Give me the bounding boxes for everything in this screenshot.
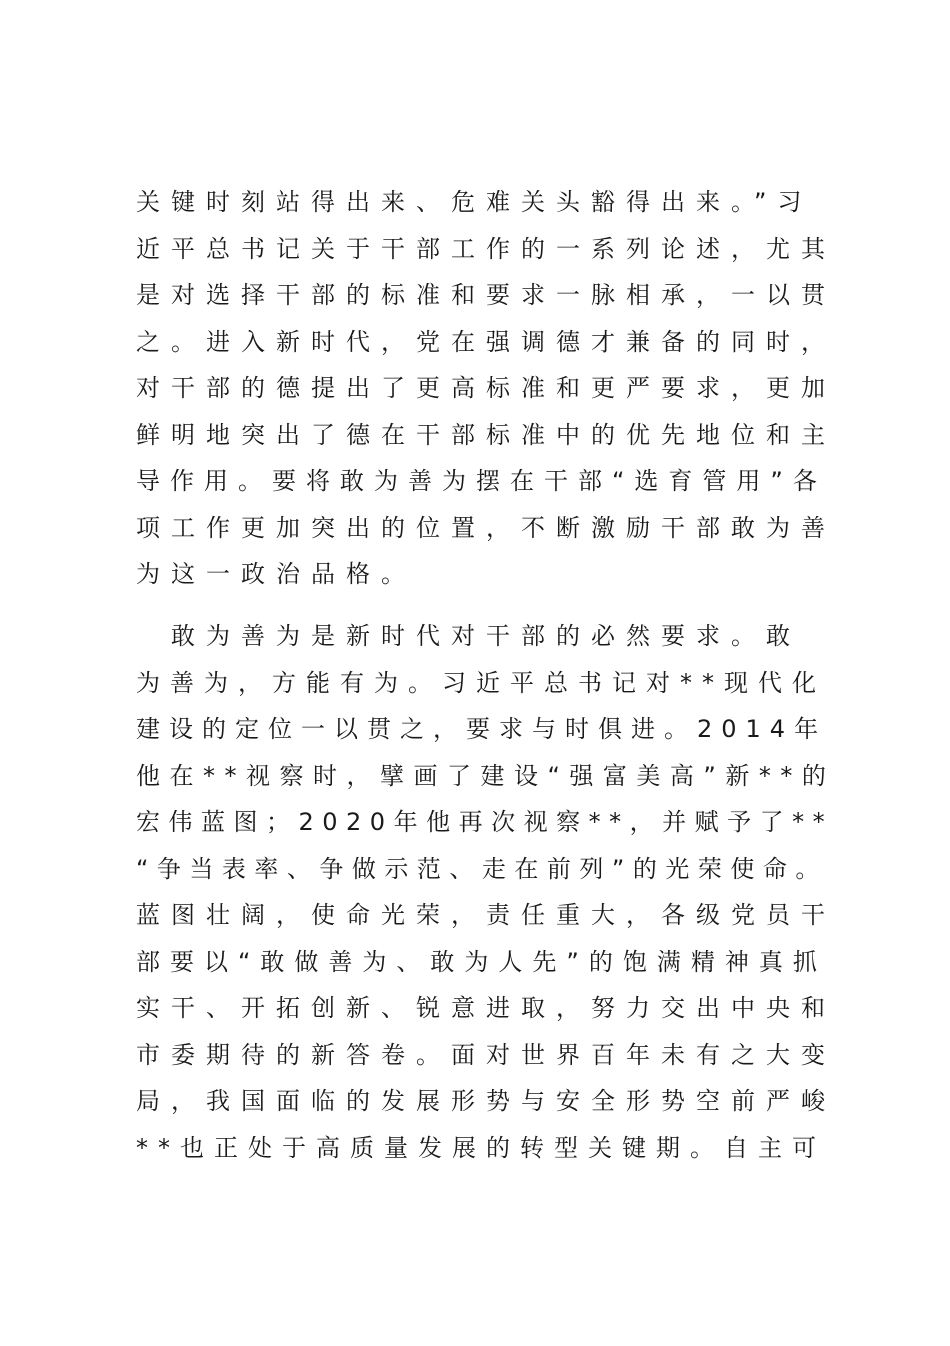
text-line: **也正处于高质量发展的转型关键期。自主可 [136,1133,826,1162]
text-line: 部要以“敢做善为、敢为人先”的饱满精神真抓 [136,947,827,976]
paragraph-1 [136,179,836,598]
text-line: 鲜明地突出了德在干部标准中的优先地位和主 [136,420,836,449]
text-line: 导作用。要将敢为善为摆在干部“选育管用”各 [136,467,827,495]
text-line: 为这一政治品格。 [136,560,416,588]
text-line: 对干部的德提出了更高标准和更严要求，更加 [136,374,836,402]
text-line: 敢为善为是新时代对干部的必然要求。敢 [136,622,801,650]
text-line: 蓝图壮阔，使命光荣，责任重大，各级党员干 [136,901,836,929]
text-line: 项工作更加突出的位置，不断激励干部敢为善 [136,513,836,542]
text-line: 实干、开拓创新、锐意进取，努力交出中央和 [136,994,836,1022]
text-line: 他在**视察时，擘画了建设“强富美高”新**的 [136,761,836,790]
paragraph-2 [136,613,836,1171]
text-line: 宏伟蓝图；2020年他再次视察**，并赋予了** [136,808,834,836]
text-line: “争当表率、争做示范、走在前列”的光荣使命。 [136,854,828,883]
text-line: 之。进入新时代，党在强调德才兼备的同时， [136,327,836,356]
text-line: 局，我国面临的发展形势与安全形势空前严峻 [136,1087,836,1115]
text-line: 近平总书记关于干部工作的一系列论述，尤其 [136,234,836,263]
text-line: 建设的定位一以贯之，要求与时俱进。2014年 [136,715,828,743]
text-line: 是对选择干部的标准和要求一脉相承，一以贯 [136,281,836,309]
text-line: 为善为，方能有为。习近平总书记对**现代化 [136,668,826,697]
text-line: 市委期待的新答卷。面对世界百年未有之大变 [136,1040,836,1069]
text-line: 关键时刻站得出来、危难关头豁得出来。”习 [136,188,813,216]
